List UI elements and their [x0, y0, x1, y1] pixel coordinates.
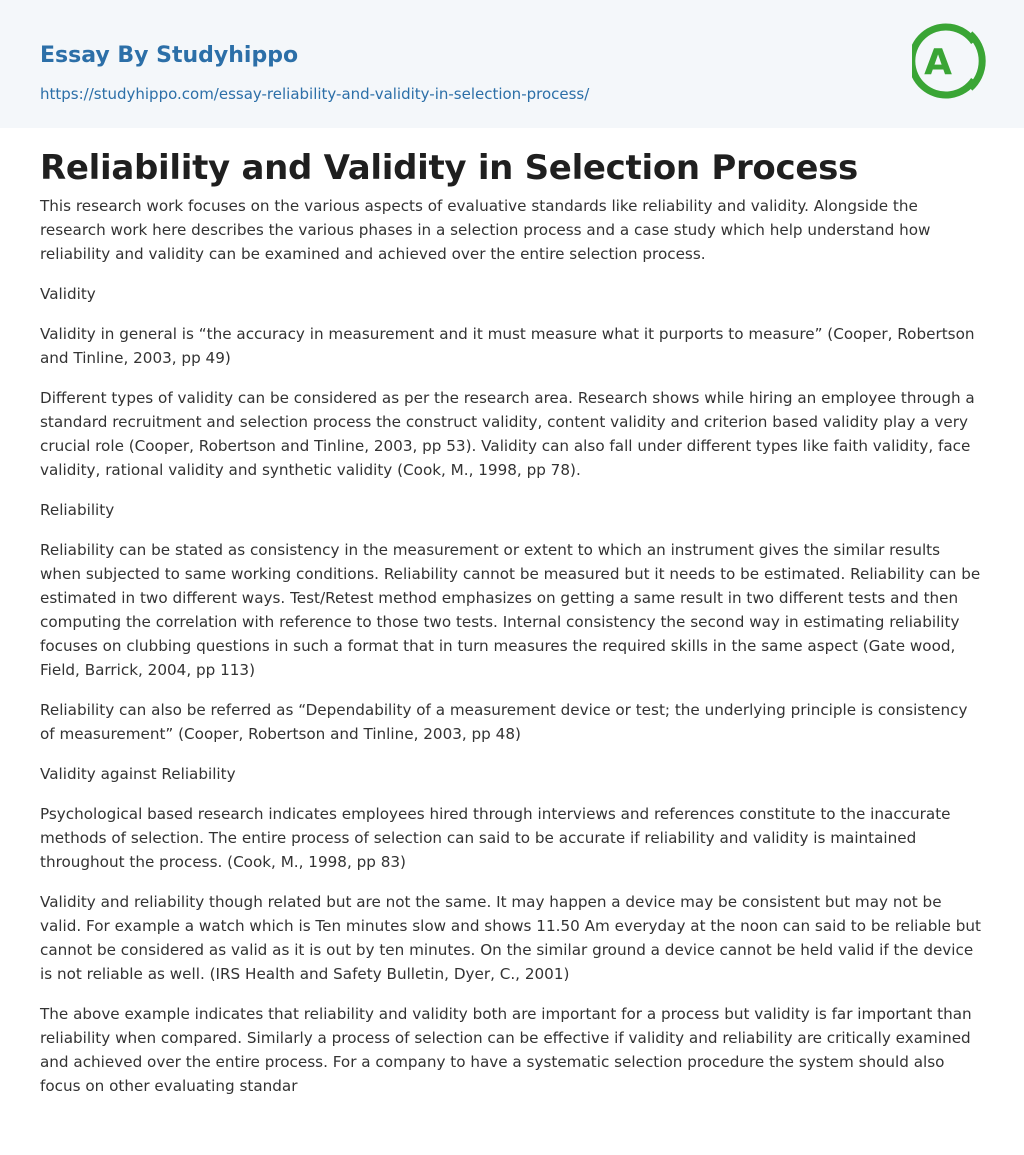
article-paragraph: The above example indicates that reliability and validity both are important for a process but validity is far important than reliability when compared. Similarly a process of selection can be effective if validity and reliability are critically examined and achieved over the entire process. For a company to have a systematic selection procedure the system should also focus on other evaluating standar	[40, 1005, 972, 1095]
article-paragraph: Different types of validity can be considered as per the research area. Research shows while hiring an employee through a standard recruitment and selection process the construct validity, content validity and criterion based validity play a very crucial role (Cooper, Robertson and Tinline, 2003, pp 53). Validity can also fall under different types like faith validity, face validity, rational validity and synthetic validity (Cook, M., 1998, pp 78).	[40, 389, 975, 479]
article-body	[40, 194, 984, 1098]
article-paragraph: Validity	[40, 285, 96, 303]
article-paragraph: Psychological based research indicates employees hired through interviews and references constitute to the inaccurate methods of selection. The entire process of selection can said to be accurate if reliability and validity is maintained throughout the process. (Cook, M., 1998, pp 83)	[40, 805, 951, 871]
studyhippo-logo-icon[interactable]	[912, 18, 986, 104]
site-brand[interactable]: Essay By Studyhippo	[40, 43, 299, 68]
site-header	[0, 0, 1024, 128]
article-paragraph: Reliability can be stated as consistency in the measurement or extent to which an instrument gives the similar results when subjected to same working conditions. Reliability cannot be measured but it needs to be estimated. Reliability can be estimated in two different ways. Test/Retest method emphasizes on getting a same result in two different tests and then computing the correlation with reference to those two tests. Internal consistency the second way in estimating reliability focuses on clubbing questions in such a format that in turn measures the required skills in the same aspect (Gate wood, Field, Barrick, 2004, pp 113)	[40, 541, 981, 679]
article-paragraph: Validity in general is “the accuracy in measurement and it must measure what it purports to measure” (Cooper, Robertson and Tinline, 2003, pp 49)	[40, 325, 975, 367]
article	[0, 128, 1024, 1098]
logo-letter: A	[924, 42, 952, 83]
article-paragraph: Reliability can also be referred as “Dependability of a measurement device or test; the underlying principle is consistency of measurement” (Cooper, Robertson and Tinline, 2003, pp 48)	[40, 701, 968, 743]
article-title: Reliability and Validity in Selection Process	[40, 148, 858, 188]
article-paragraph: This research work focuses on the various aspects of evaluative standards like reliability and validity. Alongside the research work here describes the various phases in a selection process and a case study which help understand how reliability and validity can be examined and achieved over the entire selection process.	[40, 197, 931, 263]
article-paragraph: Validity against Reliability	[40, 765, 236, 783]
article-paragraph: Reliability	[40, 501, 115, 519]
article-paragraph: Validity and reliability though related but are not the same. It may happen a device may be consistent but may not be valid. For example a watch which is Ten minutes slow and shows 11.50 Am everyday at the noon can said to be reliable but cannot be considered as valid as it is out by ten minutes. On the similar ground a device cannot be held valid if the device is not reliable as well. (IRS Health and Safety Bulletin, Dyer, C., 2001)	[40, 893, 981, 983]
article-url-link[interactable]: https://studyhippo.com/essay-reliability-and-validity-in-selection-process/	[40, 85, 590, 103]
